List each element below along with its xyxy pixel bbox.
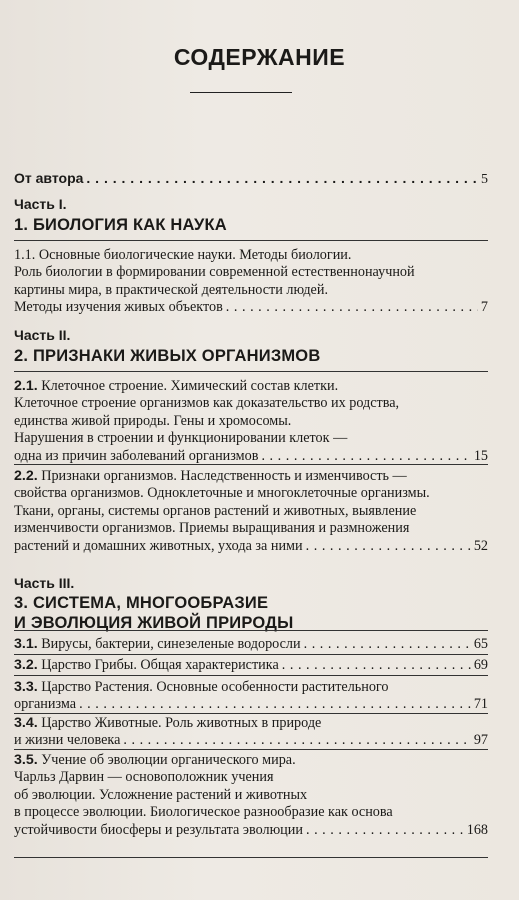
part-heading: Часть II. <box>14 327 71 343</box>
entry-number: 1.1. <box>14 247 36 263</box>
chapter-heading: 3. СИСТЕМА, МНОГООБРАЗИЕ И ЭВОЛЮЦИЯ ЖИВОЙ ПРИРОДЫ <box>14 594 294 632</box>
entry-rule <box>14 749 488 750</box>
entry-last-line: организма . . . 71 <box>14 696 488 713</box>
entry-last-line: Методы изучения живых объектов . . . 7 <box>14 299 488 316</box>
page-number: 15 <box>473 447 488 464</box>
entry-line: в процессе эволюции. Биологическое разнообразие как основа <box>14 804 393 821</box>
entry-line: Клеточное строение организмов как доказательство их родства, <box>14 395 400 412</box>
entry-line: 3.3. Царство Растения. Основные особенности растительного <box>14 679 389 695</box>
entry-number: 3.5. <box>14 752 38 768</box>
entry-line: Чарльз Дарвин — основоположник учения <box>14 769 274 786</box>
dot-leader <box>282 657 471 674</box>
part-heading: Часть III. <box>14 575 75 591</box>
dot-leader <box>226 299 478 316</box>
page-number: 52 <box>473 537 488 554</box>
entry-line: Нарушения в строении и функционировании клеток — <box>14 430 348 447</box>
entry-rule <box>14 675 488 676</box>
entry-line: единства живой природы. Гены и хромосомы. <box>14 412 292 429</box>
toc-entry[interactable] <box>14 378 488 465</box>
page-number: 97 <box>473 732 488 749</box>
entry-line: 3.4. Царство Животные. Роль животных в природе <box>14 715 322 731</box>
page-title: СОДЕРЖАНИЕ <box>173 44 346 70</box>
page-number: 168 <box>466 821 488 838</box>
entry-rule <box>14 713 488 714</box>
entry-line: 1.1. Основные биологические науки. Методы биологии. <box>14 247 352 263</box>
dot-leader <box>306 538 471 555</box>
entry-last-line: устойчивости биосферы и результата эволюции . . . 168 <box>14 822 488 839</box>
toc-entry-label: От автора <box>14 170 84 186</box>
entry-line: Ткани, органы, системы органов растений и животных, выявление <box>14 502 417 519</box>
entry-line: изменчивости организмов. Приемы выращивания и размножения <box>14 520 410 537</box>
part-heading: Часть I. <box>14 196 67 212</box>
entry-last-line: одна из причин заболеваний организмов . . . 15 <box>14 448 488 465</box>
entry-line: 3.5. Учение об эволюции органического мира. <box>14 752 296 768</box>
toc-entry[interactable] <box>14 636 488 653</box>
page-number: 65 <box>473 636 488 652</box>
chapter-heading: 2. ПРИЗНАКИ ЖИВЫХ ОРГАНИЗМОВ <box>14 347 321 365</box>
entry-number: 2.1. <box>14 378 38 394</box>
entry-line: картины мира, в практической деятельности людей. <box>14 281 328 298</box>
entry-number: 3.4. <box>14 715 38 731</box>
entry-last-line: 3.1. Вирусы, бактерии, синезеленые водоросли . . . 65 <box>14 636 488 653</box>
toc-entry[interactable] <box>14 715 488 750</box>
entry-line: об эволюции. Усложнение растений и животных <box>14 786 308 803</box>
page-number: 69 <box>473 657 488 673</box>
dot-leader <box>306 822 464 839</box>
toc-entry-author[interactable] <box>14 170 488 188</box>
entry-rule <box>14 857 488 858</box>
entry-line: Роль биологии в формировании современной естественнонаучной <box>14 264 415 281</box>
page-number: 5 <box>481 172 488 187</box>
page-number: 71 <box>473 696 488 713</box>
dot-leader <box>79 696 471 713</box>
entry-number: 2.2. <box>14 468 38 484</box>
title-divider <box>190 92 292 93</box>
chapter-rule <box>14 240 488 241</box>
toc-entry[interactable] <box>14 752 488 839</box>
entry-last-line: растений и домашних животных, ухода за ними . . . 52 <box>14 538 488 555</box>
entry-number: 3.2. <box>14 657 38 673</box>
entry-number: 3.3. <box>14 679 38 695</box>
chapter-heading: 1. БИОЛОГИЯ КАК НАУКА <box>14 216 227 234</box>
page-number: 7 <box>480 299 488 316</box>
entry-line: 2.2. Признаки организмов. Наследственность и изменчивость — <box>14 468 407 484</box>
chapter-rule <box>14 630 488 631</box>
entry-line: 2.1. Клеточное строение. Химический состав клетки. <box>14 378 339 394</box>
toc-entry[interactable] <box>14 468 488 555</box>
toc-entry[interactable] <box>14 679 488 714</box>
entry-number: 3.1. <box>14 636 38 652</box>
entry-last-line: 3.2. Царство Грибы. Общая характеристика . . . 69 <box>14 657 488 674</box>
entry-line: свойства организмов. Одноклеточные и многоклеточные организмы. <box>14 485 430 502</box>
entry-rule <box>14 654 488 655</box>
dot-leader <box>86 170 478 186</box>
dot-leader <box>261 448 470 465</box>
entry-rule <box>14 464 488 465</box>
entry-last-line: и жизни человека . . . 97 <box>14 732 488 749</box>
toc-entry[interactable] <box>14 247 488 317</box>
toc-entry[interactable] <box>14 657 488 674</box>
chapter-rule <box>14 371 488 372</box>
dot-leader <box>304 636 471 653</box>
dot-leader <box>123 732 470 749</box>
